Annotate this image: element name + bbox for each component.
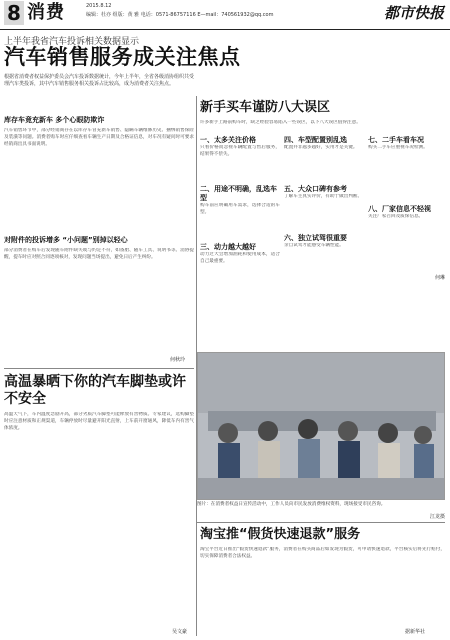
issue-date: 2015.8.12 (86, 3, 112, 9)
news-photo (197, 352, 445, 500)
misconception-8-heading: 八、厂家信息不轻视 (368, 205, 431, 213)
lead-paragraph: 根据省消费者权益保护委员会汽车投诉数据统计，今年上半年，全省各级消协组织共受理汽车类投诉，其中汽车销售服务相关投诉占比较高，成为消费者关注焦点。 (4, 74, 195, 87)
misconception-4-body: 配置并非越多越好，实用才是关键。 (284, 145, 358, 150)
misconception-7-heading: 七、二手车看车况 (368, 136, 424, 144)
photo-caption: 图片：在消费者权益日宣传活动中，工作人员向市民发放消费维权资料，现场接受市民咨询。 (197, 502, 386, 507)
masthead (0, 0, 450, 30)
misconception-1-heading: 一、太多关注价格 (200, 136, 256, 144)
divider (197, 522, 445, 523)
story-body-car-mat: 高温天气下，车内温度急剧升高，部分劣质汽车脚垫可能释放有害物质。专家建议，选购脚垫时应注意材质和正规渠道，车辆停放时尽量避开阳光直射，上车前开窗通风，降低车内有害气体浓度。 (4, 412, 194, 431)
page-number: 8 (4, 1, 24, 25)
photo-credit: 江龙摄 (429, 514, 445, 520)
misconception-8-body: 关注厂家召回及质保信息。 (368, 214, 424, 219)
misconception-column-1 (200, 136, 280, 292)
story-byline-taobao: 据新华社 (405, 629, 426, 635)
editor-contact: 编辑：杜亦 组版：黄 雅 电话：0571-86757116 E—mail：740561932@qq.com (86, 12, 274, 18)
misconception-5-body: 了解车主真实评价，有助于做出判断。 (284, 194, 363, 199)
misconception-7-body: 购买二手车应重视车况检测。 (368, 145, 428, 150)
misconception-4-heading: 四、车型配置别乱选 (284, 136, 347, 144)
story-headline-new-driver: 新手买车谨防八大误区 (200, 100, 331, 115)
lead-subheading-1: 库存车竟充新车 多个心眼防欺诈 (4, 116, 105, 124)
misconception-6-heading: 六、独立试驾很重要 (284, 234, 347, 242)
misconception-column-2 (284, 136, 364, 283)
lead-body-2: 部分消费者在购车后发现随车附件缺失或与约定不符，如备胎、随车工具、说明书等。消协提醒，提车时应对照合同逐项核对，发现问题当场提出，避免日后产生纠纷。 (4, 248, 194, 260)
story-headline-car-mat: 高温暴晒下你的汽车脚垫或许不安全 (4, 374, 186, 407)
section-name: 消费 (27, 2, 65, 23)
lead-headline: 汽车销售服务成关注焦点 (4, 45, 241, 69)
misconception-3-body: 动力过大会增加油耗和使用成本，适合自己最重要。 (200, 252, 280, 264)
event-photo-image (198, 353, 445, 500)
divider (4, 368, 194, 369)
story-headline-taobao: 淘宝推“假货快速退款”服务 (200, 527, 361, 542)
story-byline-new-driver: 何琳 (434, 275, 445, 281)
story-byline-car-mat: 吴文豪 (172, 629, 188, 635)
misconception-3-heading: 三、动力越大越好 (200, 243, 256, 251)
lead-kicker: 上半年我省汽车投诉相关数据显示 (4, 37, 140, 47)
misconception-5-heading: 五、大众口碑有参考 (284, 185, 347, 193)
story-intro-new-driver: 许多新手上路前购车时，缺乏经验容易陷入一些误区，以下八大误区值得注意。 (200, 120, 361, 125)
newspaper-logo: 都市快报 (383, 4, 444, 22)
misconception-2-heading: 二、用途不明确，乱选车型 (200, 185, 277, 202)
misconception-2-body: 购车前应明确用车需求，选择合适的车型。 (200, 203, 280, 215)
misconception-6-body: 亲自试驾才能感受车辆性能。 (284, 243, 344, 248)
lead-subheading-2: 对附件的投诉增多 “小问题”别掉以轻心 (4, 236, 128, 244)
lead-body-1: 汽车销售环节中，部分经销商存在以库存车冒充新车销售、隐瞒车辆维修历史、捆绑销售保险及装潢等问题。消费者购车时应仔细查看车辆生产日期及合格证信息，对车况有疑问时可要求经销商出具书面说明。 (4, 128, 194, 147)
misconception-column-3 (368, 136, 445, 281)
story-body-taobao: 淘宝平台近日推出“假货快速退款”服务，消费者在购买商品后如发现为假货，可申请快速退款，平台核实后将先行赔付，切实保障消费者合法权益。 (200, 547, 445, 559)
lead-byline: 何秋玲 (170, 357, 186, 363)
misconception-1-body: 只看价格而忽视车辆配置与售后服务，结果得不偿失。 (200, 145, 280, 157)
